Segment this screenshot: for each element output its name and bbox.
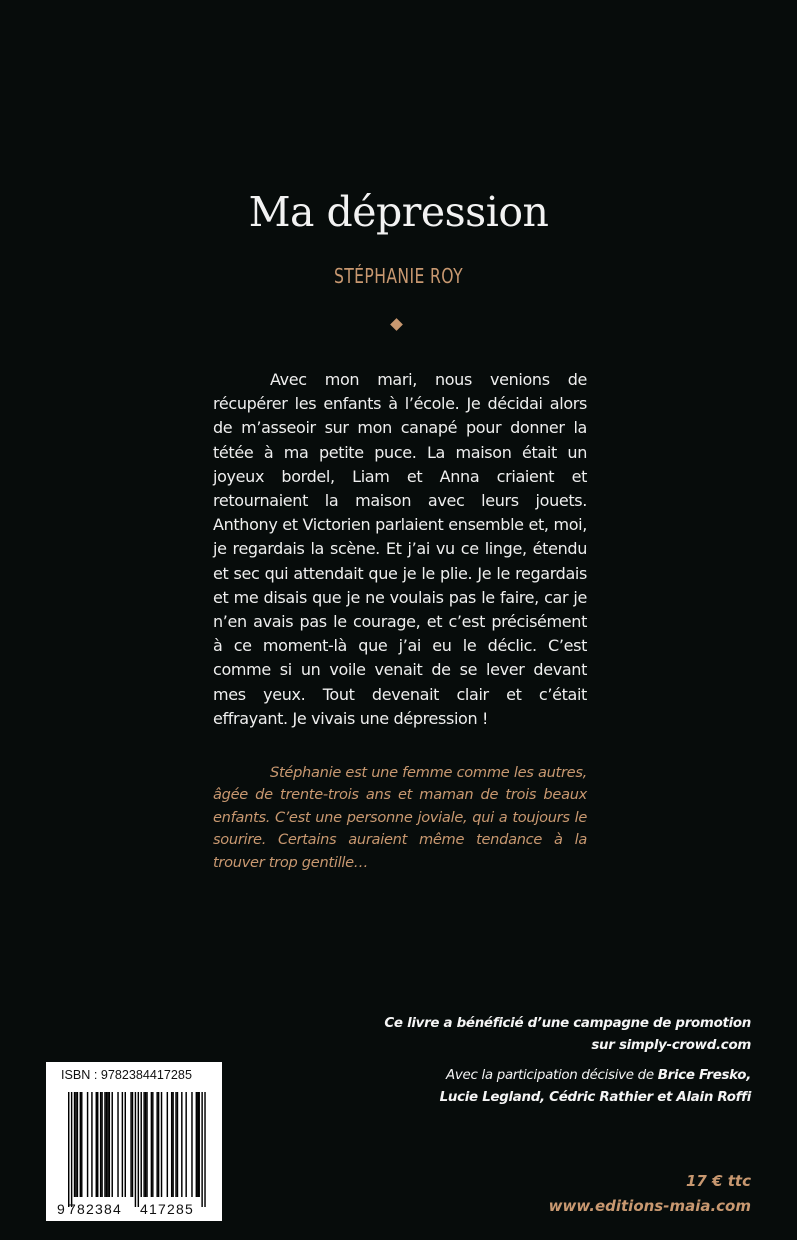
- barcode-bar: [171, 1092, 172, 1197]
- barcode-bar: [91, 1092, 92, 1197]
- barcode-bar: [175, 1092, 176, 1197]
- barcode-bar: [201, 1092, 202, 1207]
- barcode-bar: [96, 1092, 97, 1197]
- price-label: 17 € ttc: [686, 1172, 751, 1190]
- barcode-bar: [181, 1092, 182, 1197]
- barcode-bar: [185, 1092, 186, 1197]
- barcode-bar: [81, 1092, 82, 1197]
- barcode-first-digit: 9: [57, 1201, 65, 1217]
- barcode-bar: [141, 1092, 142, 1197]
- diamond-ornament-icon: [390, 318, 403, 331]
- publisher-website: www.editions-maia.com: [548, 1197, 751, 1215]
- promo-note: [331, 1013, 751, 1056]
- barcode-bar: [156, 1092, 157, 1197]
- barcode-bar: [172, 1092, 173, 1197]
- barcode-bar: [158, 1092, 159, 1197]
- isbn-label: ISBN : 9782384417285: [61, 1068, 192, 1082]
- barcode-bar: [167, 1092, 168, 1197]
- participant-names: Lucie Legland, Cédric Rathier et Alain Roffi: [439, 1089, 751, 1105]
- barcode-bar: [143, 1092, 144, 1197]
- barcode-bar: [152, 1092, 153, 1197]
- barcode-bar: [146, 1092, 147, 1197]
- barcode-bar: [101, 1092, 102, 1197]
- participation-line-2: [331, 1087, 751, 1109]
- barcode-bar: [74, 1092, 75, 1197]
- barcode-bar: [204, 1092, 205, 1207]
- barcode-bar: [117, 1092, 118, 1197]
- barcode-bar: [109, 1092, 110, 1197]
- barcode-bar: [71, 1092, 72, 1207]
- promo-line-2: sur simply-crowd.com: [591, 1037, 751, 1053]
- barcode-bar: [132, 1092, 133, 1197]
- barcode-right-digits: 417285: [140, 1201, 194, 1217]
- barcode-bar: [199, 1092, 200, 1197]
- barcode-bar: [196, 1092, 197, 1197]
- participant-name-1: Brice Fresko,: [657, 1068, 751, 1083]
- barcode-bar: [191, 1092, 192, 1197]
- barcode-bar: [161, 1092, 162, 1197]
- barcode-bar: [125, 1092, 126, 1197]
- barcode-bars-icon: [46, 1062, 222, 1221]
- author-blurb: Stéphanie est une femme comme les autres, âgée de trente-trois ans et maman de trois beaux enfants. C’est une personne joviale, qui a toujours le sourire. Certains auraient même tendance à la trouver trop gentille…: [213, 764, 587, 871]
- barcode-bar: [151, 1092, 152, 1197]
- participation-intro: Avec la participation décisive de: [446, 1068, 654, 1083]
- book-title: Ma dépression: [248, 188, 549, 236]
- barcode-bar: [100, 1092, 101, 1197]
- barcode-bar: [112, 1092, 113, 1197]
- barcode-bar: [87, 1092, 88, 1197]
- promo-line-1: Ce livre a bénéficié d’une campagne de promotion: [384, 1016, 751, 1031]
- participation-credits: [331, 1065, 751, 1108]
- barcode-left-digits: 782384: [68, 1201, 122, 1217]
- barcode-bar: [138, 1092, 139, 1207]
- isbn-barcode: [46, 1062, 222, 1221]
- barcode-bar: [77, 1092, 78, 1197]
- barcode-bar: [177, 1092, 178, 1197]
- barcode-bar: [75, 1092, 76, 1197]
- barcode-bar: [107, 1092, 108, 1197]
- barcode-bar: [104, 1092, 105, 1197]
- barcode-bar: [122, 1092, 123, 1197]
- barcode-bar: [130, 1092, 131, 1197]
- book-excerpt: Avec mon mari, nous venions de récupérer les enfants à l’école. Je décidai alors de m’asseoir sur mon canapé pour donner la tétée à ma petite puce. La maison était un joyeux bordel, Liam et Anna criaient et retournaient la maison avec leurs jouets. Anthony et Victorien parlaient ensemble et, moi, je regardais la scène. Et j’ai vu ce linge, étendu et sec qui attendait que je le plie. Je le regardais et me disais que je ne voulais pas le faire, car je n’en avais pas le courage, et c’est précisément à ce moment-là que j’ai eu le déclic. C’est comme si un voile venait de se lever devant mes yeux. Tout devenait clair et c’était effrayant. Je vivais une dépression !: [213, 370, 587, 728]
- barcode-bar: [80, 1092, 81, 1197]
- barcode-bar: [145, 1092, 146, 1197]
- barcode-bar: [135, 1092, 136, 1207]
- barcode-bar: [68, 1092, 69, 1207]
- barcode-bar: [106, 1092, 107, 1197]
- participation-line-1: [331, 1065, 751, 1087]
- barcode-bar: [97, 1092, 98, 1197]
- author-name: STÉPHANIE ROY: [333, 264, 464, 288]
- barcode-bar: [197, 1092, 198, 1197]
